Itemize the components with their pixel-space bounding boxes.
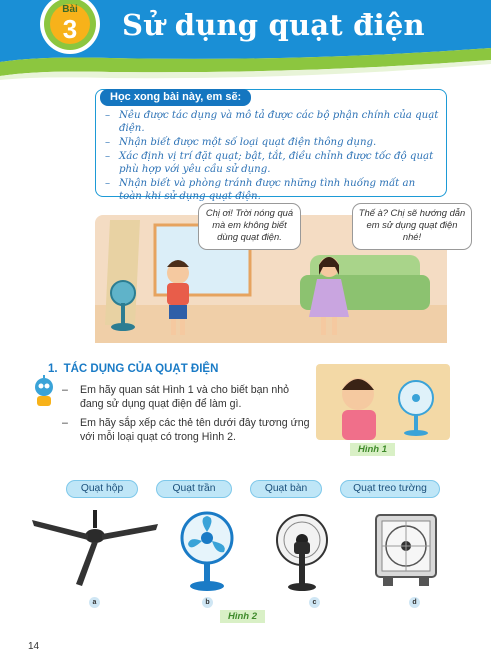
fan-label-desk-fan[interactable]: Quạt bàn bbox=[250, 480, 322, 498]
objectives-list bbox=[105, 109, 441, 204]
fan-label-box-fan[interactable]: Quạt hộp bbox=[66, 480, 138, 498]
speech-bubble-boy: Chị ơi! Trời nóng quá mà em không biết dùng quạt điện. bbox=[198, 203, 301, 250]
section-title bbox=[48, 363, 218, 375]
fan-label-ceiling-fan[interactable]: Quạt trần bbox=[156, 480, 232, 498]
section-number: 1. bbox=[48, 363, 58, 375]
objective-item: – Xác định vị trí đặt quạt; bật, tắt, điều chỉnh được tốc độ quạt phù hợp với yêu cầu sử dụng. bbox=[105, 151, 434, 175]
fan-letter-b: b bbox=[202, 597, 213, 608]
robot-mascot-icon bbox=[30, 375, 58, 411]
fan-letter-c: c bbox=[309, 597, 320, 608]
page-number: 14 bbox=[28, 641, 40, 652]
section-title-text: TÁC DỤNG CỦA QUẠT ĐIỆN bbox=[63, 363, 219, 375]
figure-1-illustration bbox=[316, 364, 450, 440]
box-fan-image bbox=[373, 512, 439, 590]
question-list bbox=[62, 384, 310, 450]
figure-2-caption: Hình 2 bbox=[220, 610, 265, 623]
speech-bubble-girl: Thế à? Chị sẽ hướng dẫn em sử dụng quạt điện nhé! bbox=[352, 203, 472, 250]
fan-letter-a: a bbox=[89, 597, 100, 608]
lesson-badge bbox=[40, 0, 100, 50]
objective-item: – Nhận biết được một số loại quạt điện thông dụng. bbox=[105, 137, 377, 148]
wall-fan-image bbox=[274, 512, 330, 592]
fan-label-wall-fan[interactable]: Quạt treo tường bbox=[340, 480, 440, 498]
lesson-number: 3 bbox=[62, 14, 78, 44]
desk-fan-blue-image bbox=[176, 510, 238, 594]
lesson-label: Bài bbox=[62, 4, 78, 15]
question-item: – Em hãy sắp xếp các thẻ tên dưới đây tương ứng với mỗi loại quạt có trong Hình 2. bbox=[62, 417, 310, 443]
objective-item: – Nhận biết và phòng tránh được những tình huống mất an toàn khi sử dụng quạt điện. bbox=[105, 178, 416, 202]
objective-item: – Nêu được tác dụng và mô tả được các bộ phận chính của quạt điện. bbox=[105, 110, 439, 134]
fan-letter-d: d bbox=[409, 597, 420, 608]
page-title: Sử dụng quạt điện bbox=[122, 8, 425, 42]
figure-1-caption: Hình 1 bbox=[350, 443, 395, 456]
question-item: – Em hãy quan sát Hình 1 và cho biết bạn nhỏ đang sử dụng quạt điện để làm gì. bbox=[62, 384, 290, 410]
objectives-heading: Học xong bài này, em sẽ: bbox=[100, 89, 251, 106]
ceiling-fan-image bbox=[30, 510, 160, 590]
